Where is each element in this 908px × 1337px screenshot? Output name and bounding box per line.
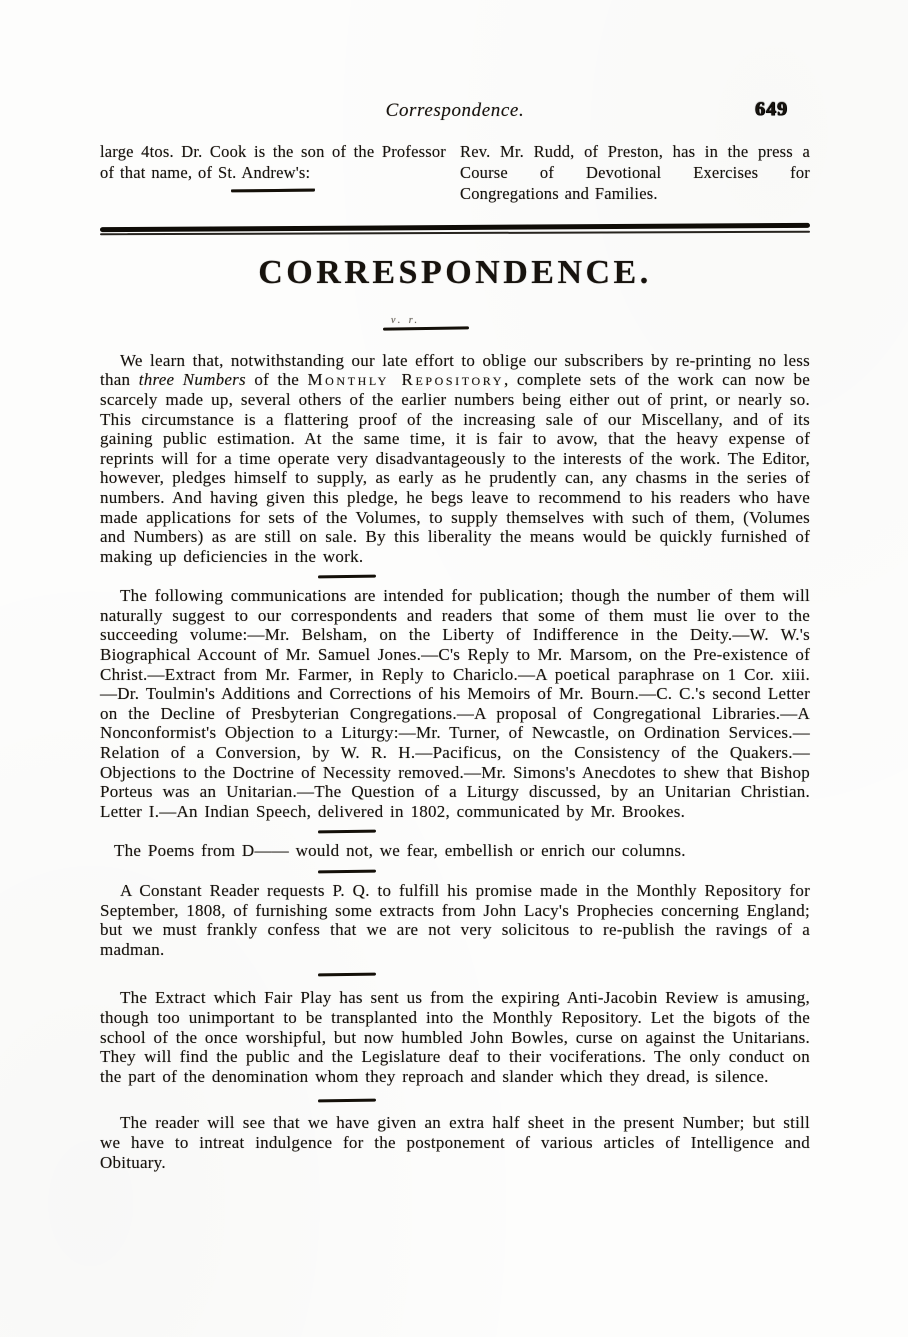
page-header <box>100 100 810 126</box>
short-rule-divider <box>318 973 376 977</box>
front-right-text: Rev. Mr. Rudd, of Preston, has in the press a Course of Devotional Exercises for Congregations and Families. <box>460 142 810 203</box>
italic-text-segment: three Numbers <box>138 370 246 390</box>
front-matter-left-column <box>100 141 446 204</box>
extra-sheet-notice-paragraph: The reader will see that we have given an extra half sheet in the present Number; but still we have to intreat indulgence for the postponement of various articles of Intelligence and Obituary. <box>100 1113 810 1172</box>
front-matter-right-column <box>460 141 810 204</box>
section-title: CORRESPONDENCE. <box>258 254 652 291</box>
ornament-marks: v. r. <box>391 314 420 326</box>
communications-notice-paragraph: The following communications are intended for publication; though the number of them will naturally suggest to our correspondents and readers that some of them must lie over to the succeeding volume:—Mr. Belsham, on the Liberty of Indifference in the Deity.—W. W.'s Biographical Account of Mr. Samuel Jones.—C's Reply to Mr. Marsom, on the Pre-existence of Christ.—Extract from Mr. Farmer, in Reply to Chariclo.—A poetical paraphrase on 1 Cor. xiii.—Dr. Toulmin's Additions and Corrections of his Memoirs of Mr. Bourn.—C. C.'s second Letter on the Decline of Presbyterian Congregations.—A proposal of Congregational Libraries.—A Nonconformist's Objection to a Liturgy:—Mr. Turner, of Newcastle, on Ordination Services.—Relation of a Conversion, by W. R. H.—Pacificus, on the Consistency of the Quakers.—Objections to the Doctrine of Necessity removed.—Mr. Simons's Anecdotes to shew that Bishop Porteus was an Unitarian.—The Question of a Liturgy discussed, by an Unitarian Christian. Letter I.—An Indian Speech, delivered in 1802, communicated by Mr. Brookes. <box>100 586 810 821</box>
double-rule-divider <box>100 223 810 236</box>
running-head: Correspondence. <box>385 100 525 121</box>
column-end-rule <box>231 189 315 193</box>
fair-play-notice-paragraph: The Extract which Fair Play has sent us from the expiring Anti-Jacobin Review is amusing, though too unimportant to be transplanted into the Monthly Repository. Let the bigots of the school of the once worshipful, but now humbled John Bowles, curse on against the Unitarians. They will find the public and the Legislature deaf to their vociferations. The only conduct on the part of the denomination whom they reproach and slander which they dread, is silence. <box>100 988 810 1086</box>
short-rule-divider <box>318 575 376 579</box>
front-matter-columns <box>100 141 810 204</box>
short-rule-divider <box>318 870 376 874</box>
constant-reader-notice-paragraph: A Constant Reader requests P. Q. to fulfill his promise made in the Monthly Repository for September, 1808, of furnishing some extracts from John Lacy's Prophecies concerning England; but we must frankly confess that we are not very solicitous to re-publish the ravings of a madman. <box>100 881 810 959</box>
text-segment: of the <box>245 370 308 390</box>
text-segment: We learn that, notwithstanding our late effort to oblige our subscribers by re-printing no less than <box>100 350 810 390</box>
smallcaps-journal-name: Monthly Repository <box>307 370 504 390</box>
short-rule-divider <box>318 830 376 834</box>
short-rule-divider <box>318 1099 376 1103</box>
front-left-text: large 4tos. Dr. Cook is the son of the Professor of that name, of St. Andrew's: <box>100 142 446 182</box>
editorial-notice-paragraph <box>100 351 810 567</box>
text-segment: , complete sets of the work can now be scarcely made up, several others of the earlier numbers being either out of print, or nearly so. This circumstance is a flattering proof of the increasing sale of our Miscellany, and of its gaining public estimation. At the same time, it is fair to avow, that the heavy expense of reprints will for a time operate very disadvantageously to the interests of the work. The Editor, however, pledges himself to supply, as early as he prudently can, any chasms in the series of numbers. And having given this pledge, he begs leave to recommend to his readers who have made applications for sets of the Volumes, to supply themselves with such of them, (Volumes and Numbers) as are still on sale. By this liberality the means would be quickly furnished of making up deficiencies in the work. <box>100 370 810 566</box>
title-rule <box>383 326 469 330</box>
poems-notice: The Poems from D—— would not, we fear, embellish or enrich our columns. <box>114 841 686 861</box>
title-ornament <box>383 315 503 330</box>
page-number: 649 <box>755 98 788 120</box>
